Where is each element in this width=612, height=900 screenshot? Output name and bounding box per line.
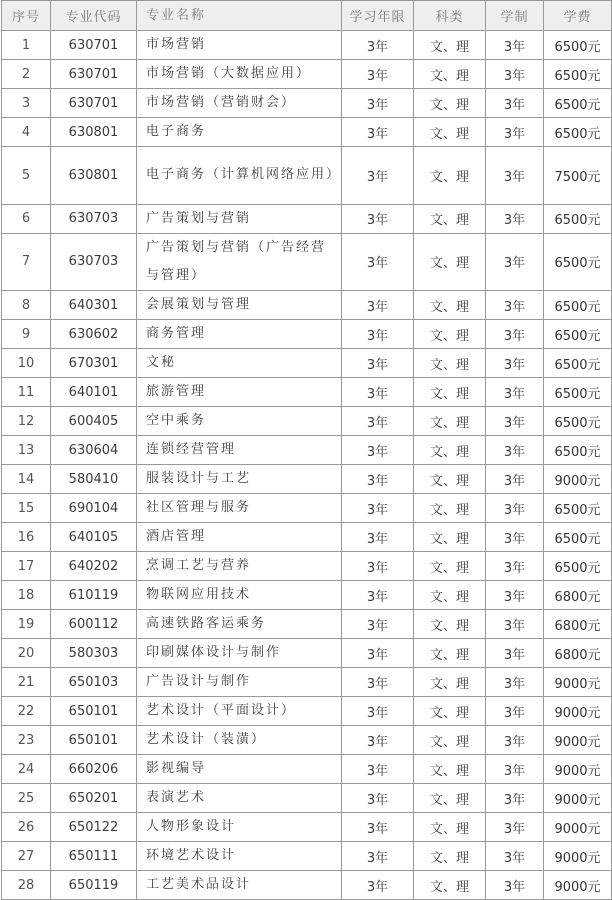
table-row	[2, 697, 612, 726]
cell-category: 文、理	[414, 378, 486, 407]
cell-years: 3年	[342, 436, 414, 465]
cell-code: 630604	[51, 436, 137, 465]
cell-major-name: 印刷媒体设计与制作	[137, 639, 342, 668]
cell-code: 630703	[51, 204, 137, 233]
cell-category: 文、理	[414, 494, 486, 523]
cell-system: 3年	[486, 31, 544, 60]
table-row	[2, 639, 612, 668]
cell-major-name: 艺术设计（装潢）	[137, 726, 342, 755]
table-row	[2, 378, 612, 407]
cell-code: 630801	[51, 147, 137, 205]
cell-no: 28	[2, 871, 51, 900]
header-no: 序号	[2, 1, 51, 31]
cell-no: 6	[2, 204, 51, 233]
cell-fee: 6500元	[544, 407, 612, 436]
cell-years: 3年	[342, 697, 414, 726]
cell-code: 640105	[51, 523, 137, 552]
cell-code: 630701	[51, 89, 137, 118]
cell-system: 3年	[486, 668, 544, 697]
table-row	[2, 755, 612, 784]
cell-category: 文、理	[414, 147, 486, 205]
cell-major-name: 环境艺术设计	[137, 842, 342, 871]
cell-years: 3年	[342, 813, 414, 842]
cell-major-name: 空中乘务	[137, 407, 342, 436]
cell-code: 580410	[51, 465, 137, 494]
table-row	[2, 60, 612, 89]
cell-code: 630602	[51, 320, 137, 349]
cell-no: 5	[2, 147, 51, 205]
cell-years: 3年	[342, 147, 414, 205]
cell-category: 文、理	[414, 842, 486, 871]
cell-system: 3年	[486, 60, 544, 89]
cell-fee: 6500元	[544, 320, 612, 349]
table-row	[2, 668, 612, 697]
cell-no: 14	[2, 465, 51, 494]
cell-major-name: 广告策划与营销	[137, 204, 342, 233]
table-row	[2, 89, 612, 118]
cell-years: 3年	[342, 523, 414, 552]
cell-fee: 6800元	[544, 639, 612, 668]
cell-major-name: 市场营销（大数据应用）	[137, 60, 342, 89]
cell-major-name: 市场营销	[137, 31, 342, 60]
cell-major-name: 电子商务（计算机网络应用）	[137, 147, 342, 205]
cell-code: 630701	[51, 60, 137, 89]
cell-major-name: 表演艺术	[137, 784, 342, 813]
cell-code: 580303	[51, 639, 137, 668]
cell-system: 3年	[486, 320, 544, 349]
cell-code: 650103	[51, 668, 137, 697]
cell-fee: 9000元	[544, 668, 612, 697]
cell-fee: 6500元	[544, 233, 612, 291]
cell-years: 3年	[342, 494, 414, 523]
cell-system: 3年	[486, 755, 544, 784]
cell-category: 文、理	[414, 349, 486, 378]
cell-category: 文、理	[414, 118, 486, 147]
cell-category: 文、理	[414, 697, 486, 726]
cell-no: 3	[2, 89, 51, 118]
cell-category: 文、理	[414, 204, 486, 233]
cell-code: 650111	[51, 842, 137, 871]
cell-major-name: 影视编导	[137, 755, 342, 784]
table-row	[2, 581, 612, 610]
cell-no: 12	[2, 407, 51, 436]
header-system: 学制	[486, 1, 544, 31]
cell-code: 640101	[51, 378, 137, 407]
cell-code: 640202	[51, 552, 137, 581]
cell-years: 3年	[342, 755, 414, 784]
cell-no: 21	[2, 668, 51, 697]
cell-category: 文、理	[414, 639, 486, 668]
cell-system: 3年	[486, 697, 544, 726]
cell-major-name: 广告设计与制作	[137, 668, 342, 697]
cell-no: 7	[2, 233, 51, 291]
cell-fee: 6500元	[544, 31, 612, 60]
cell-category: 文、理	[414, 668, 486, 697]
cell-system: 3年	[486, 726, 544, 755]
table-row	[2, 784, 612, 813]
cell-category: 文、理	[414, 291, 486, 320]
cell-fee: 6500元	[544, 494, 612, 523]
cell-fee: 6800元	[544, 581, 612, 610]
cell-years: 3年	[342, 639, 414, 668]
table-row	[2, 436, 612, 465]
cell-system: 3年	[486, 204, 544, 233]
table-row	[2, 726, 612, 755]
cell-fee: 9000元	[544, 842, 612, 871]
cell-fee: 9000元	[544, 697, 612, 726]
cell-system: 3年	[486, 581, 544, 610]
cell-category: 文、理	[414, 726, 486, 755]
cell-code: 630703	[51, 233, 137, 291]
cell-system: 3年	[486, 494, 544, 523]
cell-fee: 6800元	[544, 610, 612, 639]
cell-code: 630801	[51, 118, 137, 147]
header-row	[2, 1, 612, 31]
cell-major-name: 电子商务	[137, 118, 342, 147]
cell-no: 2	[2, 60, 51, 89]
cell-category: 文、理	[414, 871, 486, 900]
cell-category: 文、理	[414, 465, 486, 494]
cell-system: 3年	[486, 118, 544, 147]
cell-major-name: 文秘	[137, 349, 342, 378]
header-code: 专业代码	[51, 1, 137, 31]
cell-major-name: 市场营销（营销财会）	[137, 89, 342, 118]
cell-code: 650101	[51, 726, 137, 755]
table-row	[2, 494, 612, 523]
cell-no: 23	[2, 726, 51, 755]
cell-years: 3年	[342, 842, 414, 871]
cell-system: 3年	[486, 465, 544, 494]
cell-fee: 6500元	[544, 436, 612, 465]
cell-no: 15	[2, 494, 51, 523]
cell-no: 20	[2, 639, 51, 668]
cell-years: 3年	[342, 118, 414, 147]
table-row	[2, 320, 612, 349]
cell-no: 26	[2, 813, 51, 842]
cell-years: 3年	[342, 726, 414, 755]
cell-category: 文、理	[414, 610, 486, 639]
cell-fee: 6500元	[544, 291, 612, 320]
table-row	[2, 118, 612, 147]
cell-major-name: 高速铁路客运乘务	[137, 610, 342, 639]
table-row	[2, 147, 612, 205]
cell-fee: 9000元	[544, 813, 612, 842]
cell-fee: 6500元	[544, 60, 612, 89]
cell-years: 3年	[342, 233, 414, 291]
cell-system: 3年	[486, 291, 544, 320]
cell-system: 3年	[486, 407, 544, 436]
cell-no: 22	[2, 697, 51, 726]
table-row	[2, 813, 612, 842]
cell-category: 文、理	[414, 60, 486, 89]
cell-code: 640301	[51, 291, 137, 320]
cell-no: 13	[2, 436, 51, 465]
cell-major-name: 会展策划与管理	[137, 291, 342, 320]
cell-years: 3年	[342, 89, 414, 118]
cell-major-name: 服装设计与工艺	[137, 465, 342, 494]
cell-no: 19	[2, 610, 51, 639]
cell-years: 3年	[342, 291, 414, 320]
table-row	[2, 407, 612, 436]
cell-system: 3年	[486, 842, 544, 871]
cell-years: 3年	[342, 407, 414, 436]
cell-fee: 6500元	[544, 378, 612, 407]
cell-system: 3年	[486, 233, 544, 291]
cell-category: 文、理	[414, 552, 486, 581]
cell-no: 11	[2, 378, 51, 407]
cell-category: 文、理	[414, 89, 486, 118]
cell-fee: 6500元	[544, 523, 612, 552]
cell-fee: 9000元	[544, 784, 612, 813]
table-row	[2, 842, 612, 871]
tuition-table	[1, 0, 612, 900]
cell-fee: 7500元	[544, 147, 612, 205]
cell-fee: 9000元	[544, 755, 612, 784]
cell-no: 17	[2, 552, 51, 581]
cell-category: 文、理	[414, 813, 486, 842]
cell-fee: 6500元	[544, 89, 612, 118]
table-row	[2, 871, 612, 900]
table-row	[2, 233, 612, 291]
cell-system: 3年	[486, 436, 544, 465]
cell-system: 3年	[486, 523, 544, 552]
cell-major-name: 艺术设计（平面设计）	[137, 697, 342, 726]
header-name: 专业名称	[137, 1, 342, 31]
cell-system: 3年	[486, 871, 544, 900]
cell-fee: 9000元	[544, 465, 612, 494]
cell-code: 650101	[51, 697, 137, 726]
table-row	[2, 465, 612, 494]
cell-fee: 6500元	[544, 349, 612, 378]
cell-no: 18	[2, 581, 51, 610]
cell-code: 610119	[51, 581, 137, 610]
cell-system: 3年	[486, 378, 544, 407]
cell-category: 文、理	[414, 233, 486, 291]
cell-fee: 9000元	[544, 871, 612, 900]
cell-no: 8	[2, 291, 51, 320]
table-row	[2, 31, 612, 60]
cell-system: 3年	[486, 784, 544, 813]
cell-code: 670301	[51, 349, 137, 378]
cell-major-name: 物联网应用技术	[137, 581, 342, 610]
cell-major-name: 旅游管理	[137, 378, 342, 407]
cell-years: 3年	[342, 784, 414, 813]
cell-no: 27	[2, 842, 51, 871]
cell-category: 文、理	[414, 581, 486, 610]
cell-category: 文、理	[414, 784, 486, 813]
cell-no: 10	[2, 349, 51, 378]
cell-code: 600405	[51, 407, 137, 436]
cell-code: 650201	[51, 784, 137, 813]
cell-system: 3年	[486, 147, 544, 205]
cell-fee: 9000元	[544, 726, 612, 755]
cell-fee: 6500元	[544, 204, 612, 233]
cell-system: 3年	[486, 813, 544, 842]
cell-system: 3年	[486, 610, 544, 639]
cell-code: 650122	[51, 813, 137, 842]
cell-years: 3年	[342, 552, 414, 581]
cell-category: 文、理	[414, 407, 486, 436]
cell-major-name: 烹调工艺与营养	[137, 552, 342, 581]
cell-major-name: 商务管理	[137, 320, 342, 349]
cell-category: 文、理	[414, 320, 486, 349]
table-row	[2, 610, 612, 639]
cell-code: 630701	[51, 31, 137, 60]
table-row	[2, 552, 612, 581]
cell-years: 3年	[342, 581, 414, 610]
cell-major-name: 工艺美术品设计	[137, 871, 342, 900]
cell-system: 3年	[486, 552, 544, 581]
cell-major-name: 广告策划与营销（广告经营与管理）	[137, 233, 342, 291]
cell-years: 3年	[342, 668, 414, 697]
cell-code: 600112	[51, 610, 137, 639]
cell-years: 3年	[342, 349, 414, 378]
cell-years: 3年	[342, 378, 414, 407]
header-years: 学习年限	[342, 1, 414, 31]
cell-years: 3年	[342, 204, 414, 233]
cell-system: 3年	[486, 89, 544, 118]
cell-fee: 6500元	[544, 552, 612, 581]
cell-category: 文、理	[414, 31, 486, 60]
cell-no: 9	[2, 320, 51, 349]
cell-major-name: 人物形象设计	[137, 813, 342, 842]
cell-category: 文、理	[414, 755, 486, 784]
cell-code: 650119	[51, 871, 137, 900]
cell-years: 3年	[342, 871, 414, 900]
header-category: 科类	[414, 1, 486, 31]
cell-years: 3年	[342, 610, 414, 639]
table-row	[2, 523, 612, 552]
cell-system: 3年	[486, 349, 544, 378]
cell-years: 3年	[342, 31, 414, 60]
cell-no: 1	[2, 31, 51, 60]
cell-no: 24	[2, 755, 51, 784]
cell-category: 文、理	[414, 523, 486, 552]
cell-major-name: 社区管理与服务	[137, 494, 342, 523]
cell-major-name: 酒店管理	[137, 523, 342, 552]
cell-years: 3年	[342, 60, 414, 89]
cell-no: 4	[2, 118, 51, 147]
header-fee: 学费	[544, 1, 612, 31]
cell-system: 3年	[486, 639, 544, 668]
cell-years: 3年	[342, 320, 414, 349]
cell-no: 25	[2, 784, 51, 813]
cell-category: 文、理	[414, 436, 486, 465]
cell-no: 16	[2, 523, 51, 552]
cell-major-name: 连锁经营管理	[137, 436, 342, 465]
table-row	[2, 349, 612, 378]
table-row	[2, 204, 612, 233]
cell-code: 660206	[51, 755, 137, 784]
table-row	[2, 291, 612, 320]
cell-code: 690104	[51, 494, 137, 523]
cell-fee: 6500元	[544, 118, 612, 147]
cell-years: 3年	[342, 465, 414, 494]
